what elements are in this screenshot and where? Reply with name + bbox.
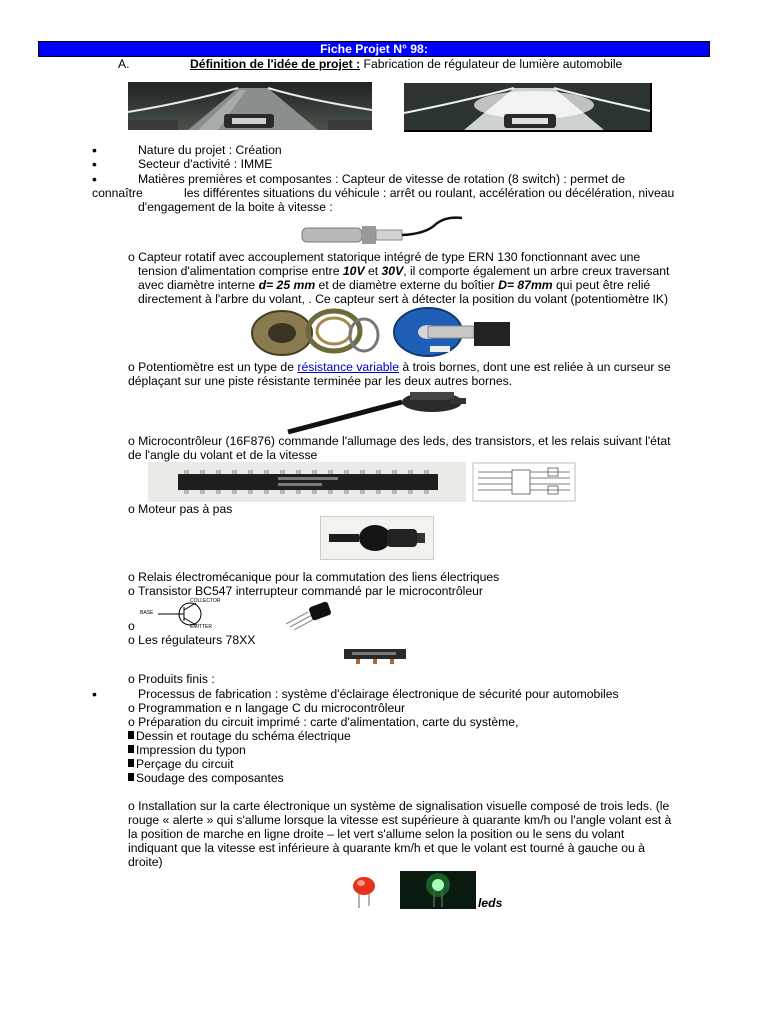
capteur-text: et de diamètre externe du boîtier <box>315 278 499 292</box>
potentiometer-image <box>282 388 472 436</box>
bullet-dot: • <box>92 142 97 158</box>
rotary-bearing-image <box>242 305 382 359</box>
page-title: Fiche Projet N° 98: <box>38 41 710 57</box>
section-letter: A. <box>118 57 130 71</box>
step-item <box>128 743 246 757</box>
processus-item: Processus de fabrication : système d'éclairage électronique de sécurité pour automobiles <box>138 687 619 701</box>
step-item <box>128 771 284 785</box>
capteur-line2 <box>138 264 669 278</box>
bullet-matieres: Matières premières et composantes : Capteur de vitesse de rotation (8 switch) : permet de <box>138 172 626 186</box>
voltage-max: 30V <box>381 264 404 278</box>
section-title: Définition de l'idée de projet : <box>190 57 361 71</box>
capteur-line1: o Capteur rotatif avec accouplement statorique intégré de type ERN 130 fonctionnant avec une <box>128 250 641 264</box>
potentiometre-line2: déplaçant sur une piste résistante terminée par les deux autres bornes. <box>128 374 513 388</box>
step-item <box>128 729 351 743</box>
installation-line1: o Installation sur la carte électronique un système de signalisation visuelle composé de trois leds. (le <box>128 799 670 813</box>
bullet-nature: Nature du projet : Création <box>138 143 282 157</box>
square-bullet-icon <box>128 745 134 753</box>
transistor-photo-image <box>278 600 338 630</box>
resistance-variable-link[interactable]: résistance variable <box>297 360 400 374</box>
installation-line4: indiquant que la vitesse est inférieure à quarante km/h et que le volant est tourné à gauche ou à <box>128 841 645 855</box>
red-led-image <box>346 876 382 910</box>
produits-item: o Produits finis : <box>128 672 215 686</box>
programmation-item: o Programmation e n langage C du microcontrôleur <box>128 701 406 715</box>
stepper-motor-image <box>320 516 434 560</box>
step-label: Perçage du circuit <box>136 757 234 771</box>
rotary-encoder-image <box>390 306 514 360</box>
transistor-symbol-image <box>138 598 242 630</box>
micro-line1: o Microcontrôleur (16F876) commande l'allumage des leds, des transistors, et les relais suivant l'état <box>128 434 671 448</box>
green-led-image <box>400 871 476 909</box>
empty-item: o <box>128 619 135 633</box>
matieres-line3: d'engagement de la boite à vitesse : <box>138 200 333 214</box>
regulator-image <box>342 648 408 664</box>
potentiometre-text: à trois bornes, dont une est reliée à un curseur se <box>399 360 671 374</box>
leds-label: leds <box>478 896 503 910</box>
emitter-label: EMITTER <box>190 624 212 630</box>
capteur-text: et <box>364 264 382 278</box>
road-night-image <box>128 82 372 130</box>
potentiometre-text: o Potentiomètre est un type de <box>128 360 298 374</box>
section-subtitle: Fabrication de régulateur de lumière automobile <box>360 57 623 71</box>
collector-label: COLLECTOR <box>190 598 221 604</box>
micro-line2: de l'angle du volant et de la vitesse <box>128 448 318 462</box>
outer-diameter: D= 87mm <box>498 278 553 292</box>
step-item <box>128 757 234 771</box>
matieres-line2b: les différentes situations du véhicule : arrêt ou roulant, accélération ou décélération, niveau <box>184 186 675 200</box>
road-light-image <box>404 83 652 132</box>
base-label: BASE <box>140 610 154 616</box>
capteur-text: avec diamètre interne <box>138 278 259 292</box>
inner-diameter: d= 25 mm <box>258 278 316 292</box>
transistor-item: o Transistor BC547 interrupteur commandé par le microcontrôleur <box>128 584 483 598</box>
bullet-dot: • <box>92 156 97 172</box>
capteur-line3 <box>138 278 650 292</box>
microcontroller-chip-image <box>148 462 466 502</box>
square-bullet-icon <box>128 731 134 739</box>
square-bullet-icon <box>128 773 134 781</box>
potentiometre-line1 <box>128 360 708 374</box>
matieres-line2a: connaître <box>92 186 143 200</box>
moteur-item: o Moteur pas à pas <box>128 502 233 516</box>
step-label: Impression du typon <box>136 743 246 757</box>
voltage-min: 10V <box>342 264 365 278</box>
relais-item: o Relais électromécanique pour la commutation des liens électriques <box>128 570 500 584</box>
installation-line2: rouge « alerte » qui s'allume lorsque la vitesse est supérieure à quarante km/h ou l'angle volant est à <box>128 813 672 827</box>
regulateurs-item: o Les régulateurs 78XX <box>128 633 256 647</box>
bullet-dot: • <box>92 171 97 187</box>
square-bullet-icon <box>128 759 134 767</box>
installation-line5: droite) <box>128 855 163 869</box>
speed-sensor-image <box>296 214 464 250</box>
step-label: Dessin et routage du schéma électrique <box>136 729 351 743</box>
capteur-text: , il comporte également un arbre creux traversant <box>403 264 670 278</box>
bullet-dot: • <box>92 686 97 702</box>
capteur-text: qui peut être relié <box>552 278 651 292</box>
step-label: Soudage des composantes <box>136 771 284 785</box>
capteur-text: tension d'alimentation comprise entre <box>138 264 343 278</box>
circuit-schematic-image <box>472 462 576 502</box>
preparation-item: o Préparation du circuit imprimé : carte d'alimentation, carte du système, <box>128 715 519 729</box>
section-heading <box>190 57 622 71</box>
bullet-secteur: Secteur d'activité : IMME <box>138 157 273 171</box>
capteur-line4: directement à l'arbre du volant, . Ce capteur sert à détecter la position du volant (potentiomètre IK) <box>138 292 669 306</box>
installation-line3: la position de marche en ligne droite – let vert s'allume selon la position ou le sens du volant <box>128 827 625 841</box>
